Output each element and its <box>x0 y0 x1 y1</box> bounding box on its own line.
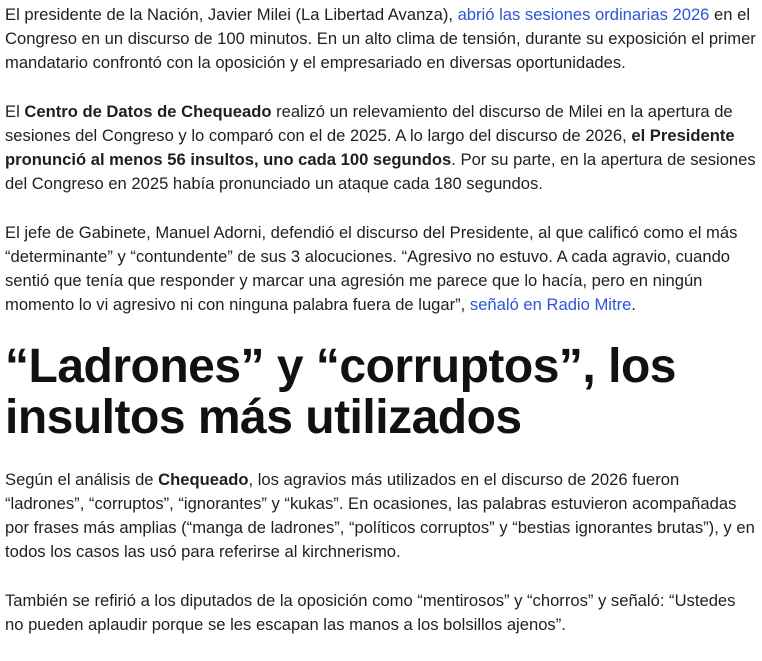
paragraph-agravios <box>5 468 757 564</box>
paragraph-text: . Por su parte, en la apertura de sesiones del Congreso en 2025 había pronunciado un ataque cada 180 segundos. <box>5 150 756 193</box>
article-body <box>5 3 757 637</box>
bold-chequeado: Chequeado <box>158 470 249 489</box>
paragraph-text: El <box>5 102 25 121</box>
paragraph-text: . <box>631 295 636 314</box>
paragraph-text: Según el análisis de <box>5 470 159 489</box>
paragraph-text: El jefe de Gabinete, Manuel Adorni, defendió el discurso del Presidente, al que calificó como el más “determinante” y “contundente” de sus 3 alocuciones. “Agresivo no estuvo. A cada agravio, cuando sentió que tenía que responder y marcar una agresión me parece que lo hacía, pero en ningún momento lo vi agresivo ni con ninguna palabra fuera de lugar”, <box>5 223 738 314</box>
bold-centro-de-datos: Centro de Datos de Chequeado <box>24 102 272 121</box>
link-sesiones-ordinarias[interactable]: abrió las sesiones ordinarias 2026 <box>457 5 710 24</box>
paragraph-intro <box>5 3 757 75</box>
link-radio-mitre[interactable]: señaló en Radio Mitre <box>469 295 632 314</box>
bold-insultos-count: el Presidente pronunció al menos 56 insultos, uno cada 100 segundos <box>5 126 735 169</box>
paragraph-diputados <box>5 589 757 637</box>
paragraph-adorni <box>5 221 757 317</box>
paragraph-text: , los agravios más utilizados en el discurso de 2026 fueron “ladrones”, “corruptos”, “ignorantes” y “kukas”. En ocasiones, las palabras estuvieron acompañadas por frases más amplias (“manga de ladrones”, “políticos corruptos” y “bestias ignorantes brutas”), y en todos los casos las usó para referirse al kirchnerismo. <box>5 470 755 561</box>
paragraph-chequeado <box>5 100 757 196</box>
paragraph-text: También se refirió a los diputados de la oposición como “mentirosos” y “chorros” y señaló: “Ustedes no pueden aplaudir porque se les escapan las manos a los bolsillos ajenos”. <box>5 591 736 634</box>
section-heading: “Ladrones” y “corruptos”, los insultos más utilizados <box>5 340 676 444</box>
paragraph-text: El presidente de la Nación, Javier Milei (La Libertad Avanza), <box>5 5 458 24</box>
paragraph-text: realizó un relevamiento del discurso de Milei en la apertura de sesiones del Congreso y lo comparó con el de 2025. A lo largo del discurso de 2026, <box>5 102 733 145</box>
paragraph-text: en el Congreso en un discurso de 100 minutos. En un alto clima de tensión, durante su exposición el primer mandatario confrontó con la oposición y el empresariado en diversas oportunidades. <box>5 5 756 72</box>
